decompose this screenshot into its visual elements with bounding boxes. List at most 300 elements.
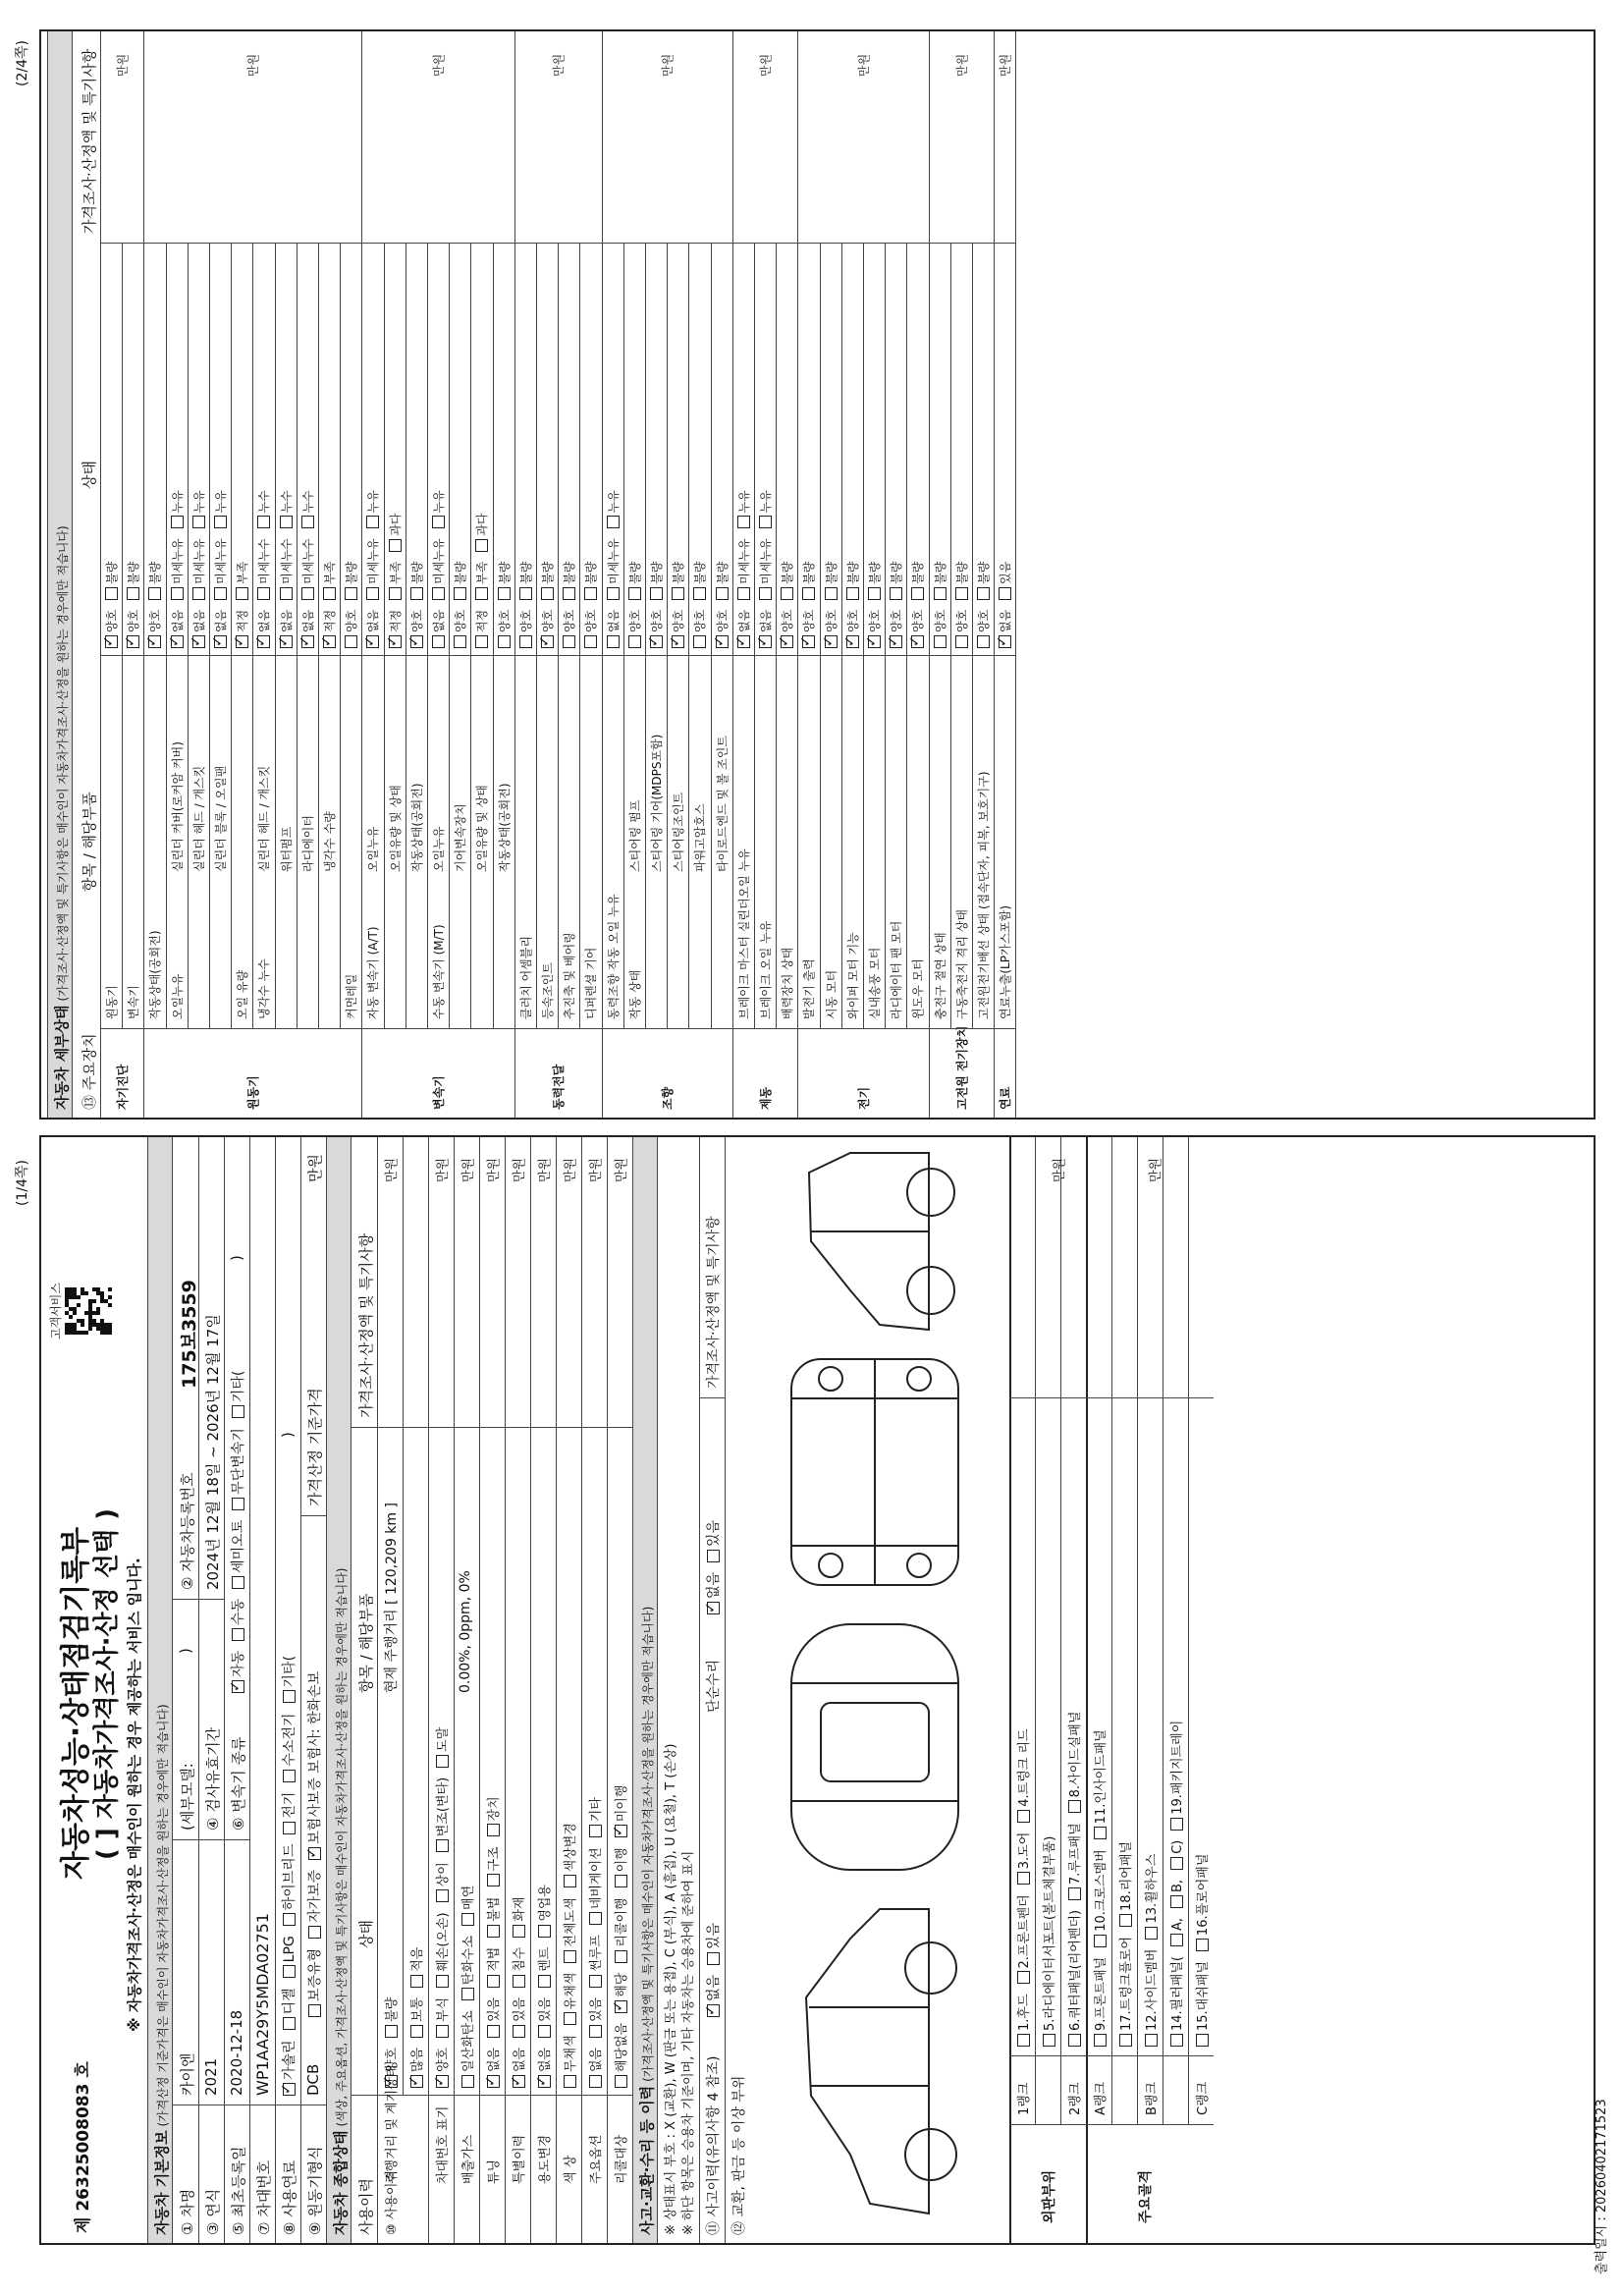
- checked-checkbox[interactable]: [436, 2075, 449, 2088]
- checkbox-option[interactable]: [432, 490, 446, 528]
- checkbox[interactable]: [454, 587, 466, 600]
- checkbox[interactable]: [127, 587, 139, 600]
- checkbox-option[interactable]: [955, 562, 969, 600]
- checked-checkbox[interactable]: [707, 2004, 720, 2017]
- checkbox[interactable]: [232, 1498, 244, 1510]
- checkbox[interactable]: [461, 2075, 474, 2088]
- checkbox-option[interactable]: [231, 1651, 246, 1693]
- checkbox-option[interactable]: [432, 610, 446, 648]
- checked-checkbox[interactable]: [737, 635, 750, 648]
- checked-checkbox[interactable]: [301, 635, 314, 648]
- checkbox-option[interactable]: [650, 610, 664, 648]
- checkbox[interactable]: [432, 635, 445, 648]
- checkbox[interactable]: [538, 1975, 551, 1988]
- checkbox-option[interactable]: [236, 562, 249, 600]
- checkbox[interactable]: [1170, 2034, 1183, 2047]
- checkbox-option[interactable]: [410, 562, 424, 600]
- checkbox-option[interactable]: [475, 513, 489, 551]
- checkbox[interactable]: [475, 539, 488, 552]
- checkbox-option[interactable]: [1170, 1918, 1185, 1946]
- checkbox-option[interactable]: [977, 562, 991, 600]
- checkbox-option[interactable]: [171, 538, 185, 599]
- checkbox-option[interactable]: [563, 610, 576, 648]
- checkbox[interactable]: [454, 635, 466, 648]
- checkbox-option[interactable]: [541, 610, 555, 648]
- checkbox-option[interactable]: [825, 610, 839, 648]
- checkbox-option[interactable]: [541, 562, 555, 600]
- checkbox-option[interactable]: [432, 538, 446, 599]
- checkbox-option[interactable]: [301, 538, 315, 599]
- checkbox[interactable]: [385, 2025, 398, 2038]
- checkbox-option[interactable]: [487, 1846, 502, 1886]
- checkbox[interactable]: [564, 1950, 576, 1963]
- checked-checkbox[interactable]: [650, 635, 663, 648]
- checkbox-option[interactable]: [911, 610, 925, 648]
- checkbox[interactable]: [475, 635, 488, 648]
- checkbox[interactable]: [1094, 2034, 1107, 2047]
- checkbox-option[interactable]: [615, 1847, 629, 1887]
- checkbox[interactable]: [513, 2025, 525, 2038]
- checkbox-option[interactable]: [282, 1844, 298, 1927]
- checkbox-option[interactable]: [589, 1935, 604, 1988]
- checkbox-option[interactable]: [385, 2048, 400, 2088]
- checkbox[interactable]: [345, 587, 357, 600]
- checkbox-option[interactable]: [282, 1936, 298, 1978]
- checkbox-option[interactable]: [171, 610, 185, 648]
- checkbox-option[interactable]: [538, 1997, 553, 2038]
- checkbox[interactable]: [283, 1770, 296, 1782]
- checkbox-option[interactable]: [389, 513, 403, 551]
- checked-checkbox[interactable]: [487, 2075, 500, 2088]
- checkbox-option[interactable]: [105, 562, 119, 600]
- checkbox-option[interactable]: [282, 2040, 298, 2096]
- checkbox-option[interactable]: [410, 610, 424, 648]
- checkbox-option[interactable]: [955, 610, 969, 648]
- checkbox-option[interactable]: [513, 1947, 527, 1988]
- checkbox-option[interactable]: [1068, 1823, 1083, 1900]
- checkbox-option[interactable]: [454, 562, 467, 600]
- checkbox[interactable]: [628, 587, 641, 600]
- checkbox[interactable]: [519, 635, 532, 648]
- checked-checkbox[interactable]: [538, 2075, 551, 2088]
- checked-checkbox[interactable]: [890, 635, 902, 648]
- checkbox-option[interactable]: [127, 562, 140, 600]
- checkbox-option[interactable]: [716, 562, 730, 600]
- checkbox-option[interactable]: [282, 1792, 298, 1834]
- checkbox-option[interactable]: [192, 538, 206, 599]
- checkbox-option[interactable]: [366, 490, 380, 528]
- checkbox-option[interactable]: [1017, 1894, 1032, 1984]
- checked-checkbox[interactable]: [615, 1825, 627, 1837]
- checkbox-option[interactable]: [1196, 1854, 1211, 1951]
- checkbox-option[interactable]: [454, 610, 467, 648]
- checkbox-option[interactable]: [1094, 1957, 1109, 2047]
- checkbox-option[interactable]: [589, 1797, 604, 1837]
- checkbox-option[interactable]: [257, 490, 271, 528]
- checkbox[interactable]: [584, 587, 597, 600]
- checkbox-option[interactable]: [436, 1727, 451, 1768]
- checkbox[interactable]: [1068, 1800, 1081, 1813]
- checkbox[interactable]: [1170, 1818, 1183, 1831]
- checkbox-option[interactable]: [706, 1923, 722, 1965]
- checkbox-option[interactable]: [615, 2023, 629, 2088]
- checkbox-option[interactable]: [410, 1947, 425, 1988]
- checkbox-option[interactable]: [280, 490, 294, 528]
- checkbox[interactable]: [487, 1824, 500, 1836]
- checkbox[interactable]: [825, 587, 838, 600]
- checkbox[interactable]: [1196, 1939, 1209, 1951]
- checkbox-option[interactable]: [538, 2048, 553, 2088]
- checkbox[interactable]: [389, 539, 402, 552]
- checkbox-option[interactable]: [436, 1912, 451, 1987]
- checkbox[interactable]: [323, 587, 336, 600]
- checkbox-option[interactable]: [410, 1997, 425, 2038]
- checkbox[interactable]: [890, 587, 902, 600]
- checkbox-option[interactable]: [231, 1599, 246, 1641]
- checkbox-option[interactable]: [1017, 1994, 1032, 2047]
- checkbox-option[interactable]: [487, 1796, 502, 1836]
- checkbox[interactable]: [436, 1839, 449, 1852]
- checkbox-option[interactable]: [1017, 1832, 1032, 1886]
- checkbox[interactable]: [461, 1913, 474, 1926]
- checkbox[interactable]: [563, 635, 575, 648]
- checkbox[interactable]: [214, 587, 227, 600]
- checkbox[interactable]: [513, 1975, 525, 1988]
- checkbox-option[interactable]: [564, 1897, 578, 1962]
- checkbox[interactable]: [607, 635, 620, 648]
- checkbox-option[interactable]: [563, 562, 576, 600]
- checkbox[interactable]: [911, 587, 924, 600]
- checkbox[interactable]: [934, 587, 947, 600]
- checkbox-option[interactable]: [672, 610, 685, 648]
- checkbox[interactable]: [1170, 1857, 1183, 1870]
- checkbox[interactable]: [1043, 2034, 1055, 2047]
- checked-checkbox[interactable]: [802, 635, 815, 648]
- checkbox[interactable]: [1145, 2034, 1158, 2047]
- checkbox-option[interactable]: [257, 610, 271, 648]
- checkbox[interactable]: [436, 1889, 449, 1902]
- checkbox[interactable]: [693, 635, 706, 648]
- checkbox[interactable]: [1094, 1827, 1107, 1839]
- checkbox-option[interactable]: [301, 490, 315, 528]
- checkbox[interactable]: [693, 587, 706, 600]
- checkbox[interactable]: [707, 1550, 720, 1562]
- checkbox[interactable]: [283, 2017, 296, 2030]
- checkbox-option[interactable]: [307, 1870, 323, 1939]
- checked-checkbox[interactable]: [999, 635, 1011, 648]
- checkbox-option[interactable]: [148, 610, 162, 648]
- checkbox[interactable]: [781, 587, 793, 600]
- checkbox[interactable]: [955, 587, 968, 600]
- checked-checkbox[interactable]: [759, 635, 772, 648]
- checkbox[interactable]: [563, 587, 575, 600]
- checkbox[interactable]: [192, 587, 205, 600]
- checkbox[interactable]: [584, 635, 597, 648]
- checkbox[interactable]: [607, 587, 620, 600]
- checkbox[interactable]: [589, 2025, 602, 2038]
- checkbox[interactable]: [589, 1912, 602, 1925]
- checkbox[interactable]: [1068, 2034, 1081, 2047]
- checkbox-option[interactable]: [323, 562, 337, 600]
- checkbox[interactable]: [171, 587, 184, 600]
- checkbox-option[interactable]: [498, 562, 512, 600]
- checkbox-option[interactable]: [389, 562, 403, 600]
- checkbox-option[interactable]: [890, 610, 903, 648]
- checkbox-option[interactable]: [1043, 1836, 1057, 2047]
- checkbox-option[interactable]: [607, 610, 621, 648]
- checkbox-option[interactable]: [148, 562, 162, 600]
- checkbox-option[interactable]: [589, 1847, 604, 1925]
- checkbox-option[interactable]: [564, 1823, 578, 1887]
- checkbox-option[interactable]: [280, 538, 294, 599]
- checkbox-option[interactable]: [628, 562, 642, 600]
- checkbox[interactable]: [846, 587, 859, 600]
- checkbox-option[interactable]: [345, 610, 358, 648]
- checked-checkbox[interactable]: [672, 635, 684, 648]
- checkbox[interactable]: [1119, 1914, 1132, 1927]
- checkbox-option[interactable]: [934, 562, 947, 600]
- checkbox-option[interactable]: [475, 610, 489, 648]
- checkbox[interactable]: [628, 635, 641, 648]
- checkbox[interactable]: [432, 516, 445, 528]
- checkbox[interactable]: [280, 516, 293, 528]
- checkbox[interactable]: [214, 516, 227, 528]
- checkbox-option[interactable]: [737, 490, 751, 528]
- checkbox-option[interactable]: [846, 610, 860, 648]
- checkbox-option[interactable]: [1068, 1910, 1083, 2047]
- checkbox-option[interactable]: [231, 1520, 246, 1589]
- checkbox[interactable]: [487, 1975, 500, 1988]
- checkbox[interactable]: [1017, 1810, 1030, 1823]
- checkbox[interactable]: [977, 635, 990, 648]
- checkbox-option[interactable]: [846, 562, 860, 600]
- checkbox[interactable]: [707, 1952, 720, 1965]
- checkbox-option[interactable]: [301, 610, 315, 648]
- checked-checkbox[interactable]: [283, 2083, 296, 2096]
- checkbox[interactable]: [1017, 2034, 1030, 2047]
- checkbox[interactable]: [538, 1925, 551, 1938]
- checked-checkbox[interactable]: [385, 2075, 398, 2088]
- checkbox-option[interactable]: [706, 1975, 722, 2017]
- checked-checkbox[interactable]: [214, 635, 227, 648]
- checkbox-option[interactable]: [345, 562, 358, 600]
- checkbox-option[interactable]: [716, 610, 730, 648]
- checkbox[interactable]: [759, 587, 772, 600]
- checkbox-option[interactable]: [706, 1520, 722, 1562]
- checkbox-option[interactable]: [759, 538, 773, 599]
- checked-checkbox[interactable]: [171, 635, 184, 648]
- checkbox-option[interactable]: [436, 2048, 451, 2088]
- checkbox[interactable]: [171, 516, 184, 528]
- checkbox[interactable]: [283, 1965, 296, 1978]
- checkbox-option[interactable]: [487, 2048, 502, 2088]
- checkbox[interactable]: [615, 2075, 627, 2088]
- checkbox-option[interactable]: [461, 1936, 476, 2000]
- checkbox[interactable]: [672, 587, 684, 600]
- checkbox-option[interactable]: [868, 610, 882, 648]
- checkbox[interactable]: [487, 1925, 500, 1938]
- checkbox-option[interactable]: [538, 1885, 553, 1938]
- checkbox[interactable]: [389, 587, 402, 600]
- checkbox-option[interactable]: [498, 610, 512, 648]
- checked-checkbox[interactable]: [615, 2000, 627, 2013]
- checkbox-option[interactable]: [1170, 1840, 1185, 1870]
- checkbox[interactable]: [105, 587, 118, 600]
- checkbox-option[interactable]: [802, 562, 816, 600]
- checkbox-option[interactable]: [1094, 1729, 1109, 1839]
- checkbox[interactable]: [541, 587, 554, 600]
- checkbox-option[interactable]: [461, 2010, 476, 2088]
- checkbox-option[interactable]: [461, 1886, 476, 1926]
- checkbox[interactable]: [366, 516, 379, 528]
- checkbox[interactable]: [498, 587, 511, 600]
- checkbox[interactable]: [148, 587, 161, 600]
- checked-checkbox[interactable]: [846, 635, 859, 648]
- checkbox[interactable]: [1017, 1971, 1030, 1984]
- checkbox-option[interactable]: [280, 610, 294, 648]
- checkbox-option[interactable]: [999, 610, 1012, 648]
- checkbox[interactable]: [538, 2025, 551, 2038]
- checkbox-option[interactable]: [628, 610, 642, 648]
- checkbox-option[interactable]: [1068, 1712, 1083, 1814]
- checkbox-option[interactable]: [171, 490, 185, 528]
- checkbox[interactable]: [257, 516, 270, 528]
- checked-checkbox[interactable]: [389, 635, 402, 648]
- checkbox[interactable]: [716, 587, 729, 600]
- checkbox-option[interactable]: [999, 562, 1012, 600]
- checkbox[interactable]: [283, 1822, 296, 1834]
- checkbox-option[interactable]: [1170, 1721, 1185, 1831]
- checkbox[interactable]: [232, 1576, 244, 1589]
- checkbox-option[interactable]: [1170, 1880, 1185, 1908]
- checkbox[interactable]: [410, 2025, 423, 2038]
- checked-checkbox[interactable]: [232, 1680, 244, 1693]
- checkbox-option[interactable]: [706, 1572, 722, 1614]
- checked-checkbox[interactable]: [280, 635, 293, 648]
- checkbox-option[interactable]: [513, 1997, 527, 2038]
- checkbox-option[interactable]: [192, 610, 206, 648]
- checked-checkbox[interactable]: [911, 635, 924, 648]
- checkbox[interactable]: [283, 1913, 296, 1926]
- checkbox[interactable]: [1068, 1887, 1081, 1900]
- checkbox[interactable]: [301, 587, 314, 600]
- checkbox[interactable]: [737, 516, 750, 528]
- checkbox[interactable]: [589, 2075, 602, 2088]
- checkbox[interactable]: [802, 587, 815, 600]
- checkbox[interactable]: [564, 2075, 576, 2088]
- checkbox[interactable]: [192, 516, 205, 528]
- checkbox[interactable]: [1170, 1895, 1183, 1908]
- checkbox-option[interactable]: [781, 610, 794, 648]
- checkbox-option[interactable]: [231, 1371, 246, 1419]
- checked-checkbox[interactable]: [513, 2075, 525, 2088]
- checkbox-option[interactable]: [487, 1897, 502, 1938]
- checked-checkbox[interactable]: [707, 1602, 720, 1614]
- checked-checkbox[interactable]: [410, 2075, 423, 2088]
- checkbox[interactable]: [589, 1825, 602, 1837]
- checkbox[interactable]: [934, 635, 947, 648]
- checkbox-option[interactable]: [282, 1988, 298, 2030]
- checkbox-option[interactable]: [231, 1428, 246, 1510]
- checkbox-option[interactable]: [257, 538, 271, 599]
- checkbox-option[interactable]: [1170, 1956, 1185, 2047]
- checked-checkbox[interactable]: [781, 635, 793, 648]
- checkbox-option[interactable]: [589, 1997, 604, 2038]
- checkbox[interactable]: [487, 1875, 500, 1887]
- checkbox-option[interactable]: [436, 1997, 451, 2038]
- checkbox-option[interactable]: [519, 610, 533, 648]
- checkbox-option[interactable]: [487, 1947, 502, 1988]
- checkbox[interactable]: [461, 1988, 474, 2000]
- checkbox[interactable]: [607, 516, 620, 528]
- checkbox-option[interactable]: [615, 1897, 629, 1962]
- checkbox[interactable]: [475, 587, 488, 600]
- checkbox[interactable]: [650, 587, 663, 600]
- checkbox-option[interactable]: [323, 610, 337, 648]
- checkbox-option[interactable]: [781, 562, 794, 600]
- checkbox[interactable]: [432, 587, 445, 600]
- checkbox[interactable]: [232, 1628, 244, 1641]
- checkbox-option[interactable]: [366, 538, 380, 599]
- checkbox[interactable]: [283, 1690, 296, 1703]
- checkbox[interactable]: [1094, 1935, 1107, 1947]
- checkbox-option[interactable]: [436, 1862, 451, 1902]
- checkbox-option[interactable]: [890, 562, 903, 600]
- checkbox-option[interactable]: [519, 562, 533, 600]
- checkbox-option[interactable]: [934, 610, 947, 648]
- checkbox-option[interactable]: [1119, 1937, 1134, 2047]
- checkbox-option[interactable]: [513, 1897, 527, 1938]
- checked-checkbox[interactable]: [323, 635, 336, 648]
- checkbox-option[interactable]: [1145, 1854, 1160, 1940]
- checkbox[interactable]: [345, 635, 357, 648]
- checkbox[interactable]: [436, 2025, 449, 2038]
- checkbox-option[interactable]: [1196, 1961, 1211, 2047]
- checkbox-option[interactable]: [385, 1997, 400, 2038]
- checkbox-option[interactable]: [615, 1973, 629, 2013]
- checkbox-option[interactable]: [584, 610, 598, 648]
- checkbox-option[interactable]: [214, 490, 228, 528]
- checkbox-option[interactable]: [366, 610, 380, 648]
- checked-checkbox[interactable]: [868, 635, 881, 648]
- checkbox-option[interactable]: [1119, 1841, 1134, 1927]
- checked-checkbox[interactable]: [257, 635, 270, 648]
- checked-checkbox[interactable]: [825, 635, 838, 648]
- checkbox-option[interactable]: [737, 538, 751, 599]
- checkbox[interactable]: [999, 587, 1011, 600]
- checkbox[interactable]: [1119, 2034, 1132, 2047]
- checkbox[interactable]: [519, 587, 532, 600]
- checked-checkbox[interactable]: [410, 635, 423, 648]
- checkbox-option[interactable]: [759, 490, 773, 528]
- checkbox-option[interactable]: [105, 610, 119, 648]
- checkbox[interactable]: [564, 2012, 576, 2025]
- checkbox-option[interactable]: [825, 562, 839, 600]
- checkbox[interactable]: [955, 635, 968, 648]
- checkbox[interactable]: [1196, 2034, 1209, 2047]
- checkbox[interactable]: [589, 1975, 602, 1988]
- checkbox-option[interactable]: [737, 610, 751, 648]
- checkbox-option[interactable]: [615, 1785, 629, 1838]
- checked-checkbox[interactable]: [541, 635, 554, 648]
- checkbox-option[interactable]: [236, 610, 249, 648]
- checkbox[interactable]: [513, 1925, 525, 1938]
- checkbox-option[interactable]: [759, 610, 773, 648]
- checkbox[interactable]: [301, 516, 314, 528]
- checked-checkbox[interactable]: [366, 635, 379, 648]
- checkbox[interactable]: [868, 587, 881, 600]
- checkbox-option[interactable]: [513, 2048, 527, 2088]
